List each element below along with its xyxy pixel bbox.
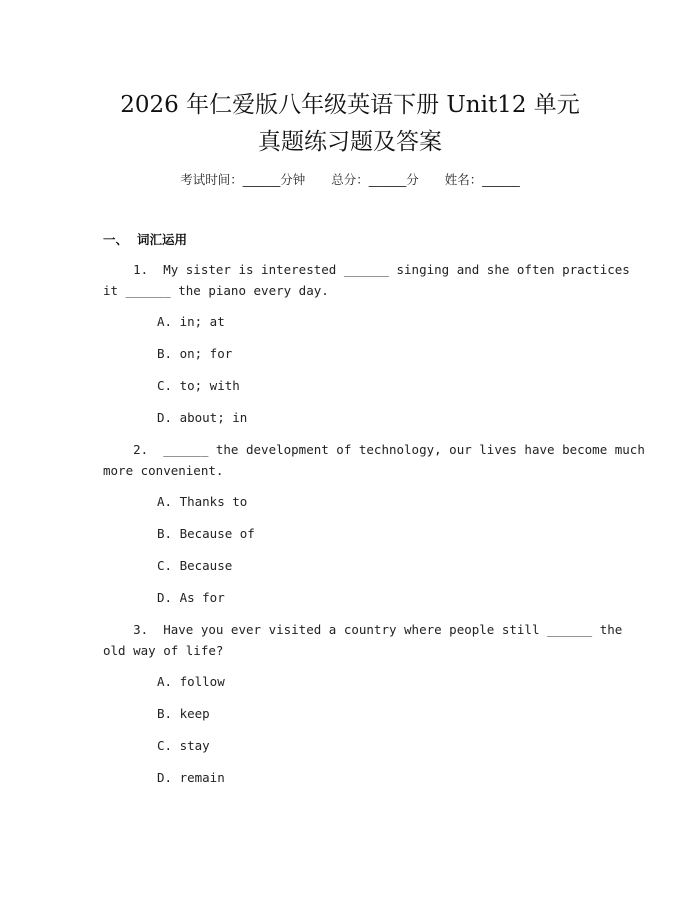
document-title-line-1: 2026 年仁爱版八年级英语下册 Unit12 单元	[120, 92, 580, 118]
question-1-option-b: B. on; for	[157, 346, 233, 361]
section-title: 词汇运用	[137, 232, 188, 247]
question-3-option-b: B. keep	[157, 706, 210, 721]
question-1-stem	[103, 259, 630, 301]
section-heading	[103, 230, 187, 248]
question-2-option-c: C. Because	[157, 558, 233, 573]
student-name-field: 姓名：______	[444, 172, 520, 187]
question-2-line-1: 2. ______ the development of technology, our lives have become much	[103, 442, 645, 457]
exam-meta-row	[0, 170, 700, 188]
total-score-field: 总分：______分	[331, 172, 419, 187]
question-2-line-2: more convenient.	[103, 463, 224, 478]
question-2-option-d: D. As for	[157, 590, 225, 605]
question-2-stem	[103, 439, 645, 481]
question-1-option-a: A. in; at	[157, 314, 225, 329]
question-1-line-2: it ______ the piano every day.	[103, 283, 329, 298]
document-title-line-2: 真题练习题及答案	[258, 129, 442, 155]
question-3-option-a: A. follow	[157, 674, 225, 689]
exam-time-field: 考试时间：______分钟	[180, 172, 306, 187]
question-3-option-d: D. remain	[157, 770, 225, 785]
question-1-option-d: D. about; in	[157, 410, 248, 425]
question-3-line-1: 3. Have you ever visited a country where people still ______ the	[103, 622, 623, 637]
section-number: 一、	[103, 232, 129, 247]
question-1-option-c: C. to; with	[157, 378, 240, 393]
question-3-line-2: old way of life?	[103, 643, 224, 658]
question-2-option-a: A. Thanks to	[157, 494, 248, 509]
question-1-line-1: 1. My sister is interested ______ singing and she often practices	[103, 262, 630, 277]
question-3-option-c: C. stay	[157, 738, 210, 753]
question-3-stem	[103, 619, 623, 661]
question-2-option-b: B. Because of	[157, 526, 255, 541]
